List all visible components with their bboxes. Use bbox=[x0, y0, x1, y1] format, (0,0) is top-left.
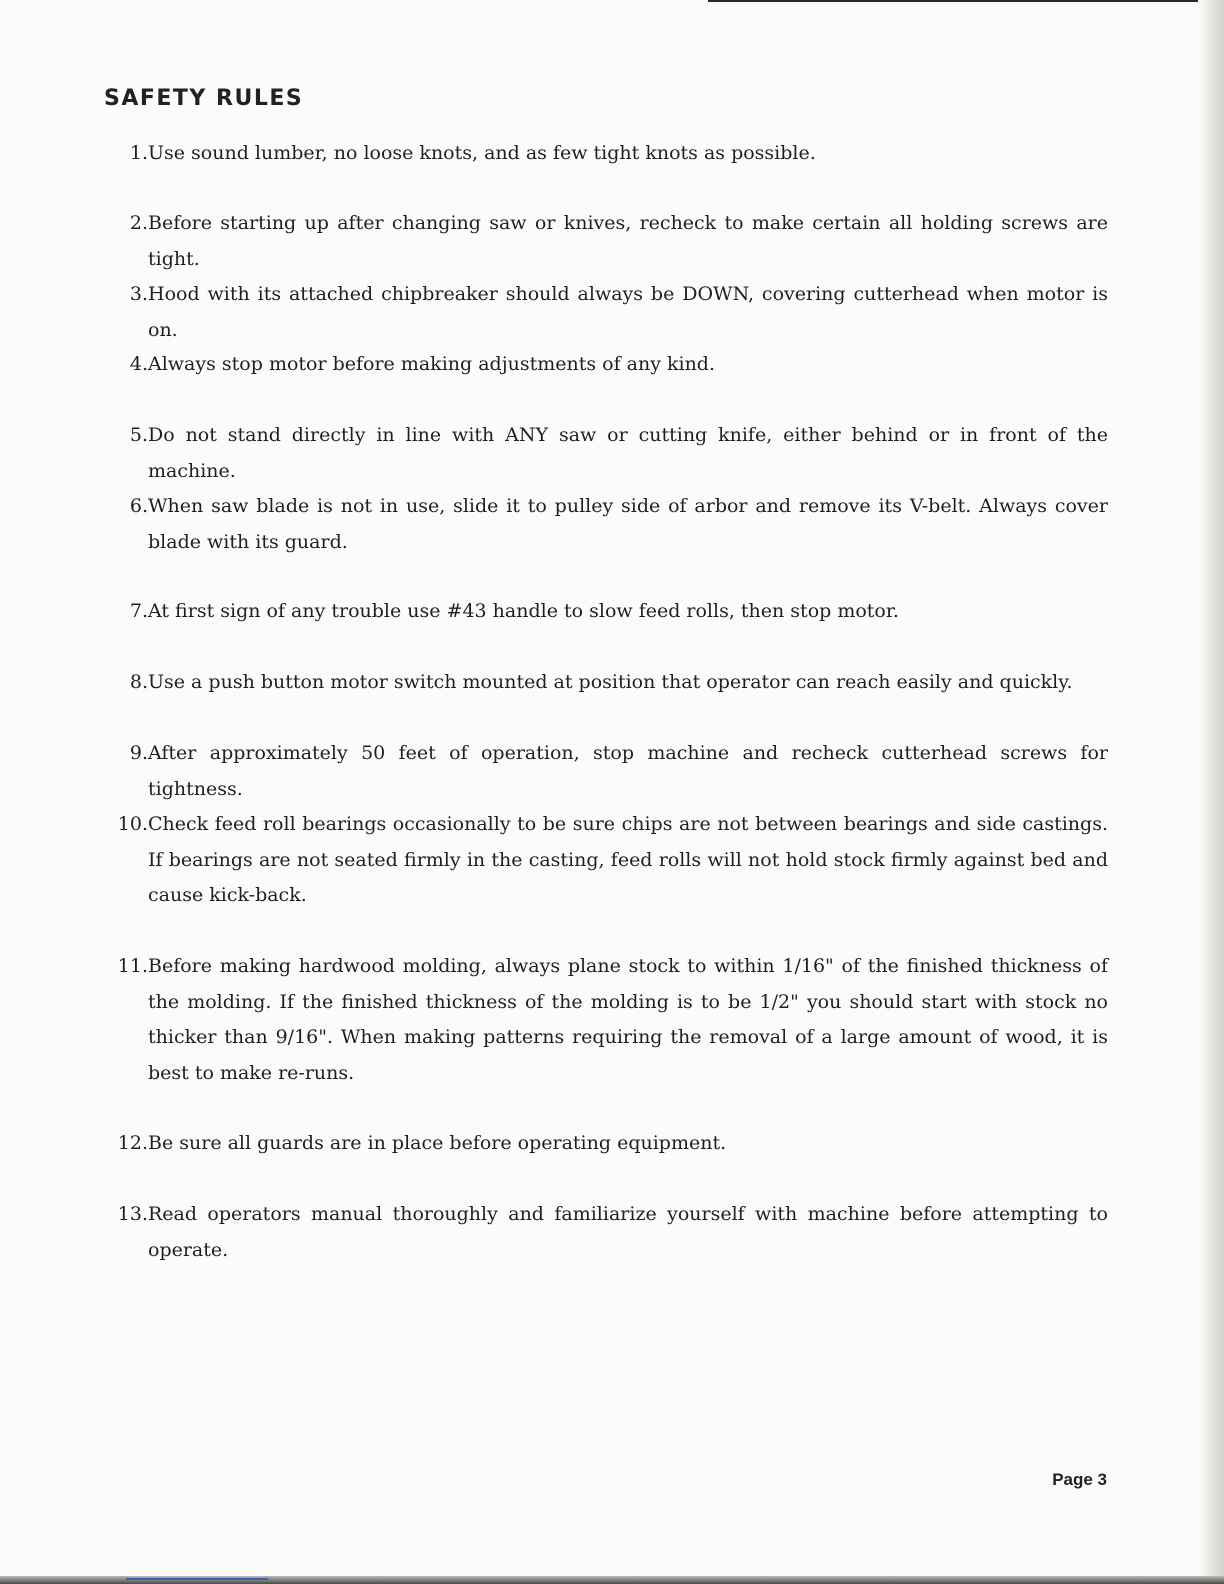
rule-item bbox=[96, 489, 1108, 560]
rule-number: 9. bbox=[129, 742, 148, 764]
rule-text: Use a push button motor switch mounted at position that operator can reach easily and quickly. bbox=[148, 671, 1073, 693]
rule-text: Use sound lumber, no loose knots, and as few tight knots as possible. bbox=[148, 142, 816, 164]
rule-text: At first sign of any trouble use #43 handle to slow feed rolls, then stop motor. bbox=[148, 600, 899, 622]
rule-number: 3. bbox=[129, 283, 148, 305]
page-edge-right bbox=[1198, 0, 1224, 1584]
rule-item bbox=[96, 807, 1108, 914]
rule-number: 8. bbox=[129, 671, 148, 693]
rule-number: 12. bbox=[117, 1132, 148, 1154]
rule-item bbox=[96, 277, 1108, 348]
rule-text: Check feed roll bearings occasionally to be sure chips are not between bearings and side castings. If bearings are not seated firmly in the casting, feed rolls will not hold stock firmly against bed and cause kick-back. bbox=[148, 813, 1108, 906]
rule-text: Before starting up after changing saw or knives, recheck to make certain all holding screws are tight. bbox=[148, 212, 1108, 270]
rule-item bbox=[96, 736, 1108, 807]
rule-text: When saw blade is not in use, slide it to pulley side of arbor and remove its V-belt. Always cover blade with its guard. bbox=[148, 495, 1108, 553]
rule-text: Read operators manual thoroughly and familiarize yourself with machine before attempting to operate. bbox=[148, 1203, 1108, 1261]
rule-item bbox=[96, 665, 1108, 701]
rule-number: 1. bbox=[129, 142, 148, 164]
rule-item bbox=[96, 347, 1108, 383]
rule-number: 13. bbox=[117, 1203, 148, 1225]
rule-item bbox=[96, 594, 1108, 630]
page-title: SAFETY RULES bbox=[104, 86, 304, 111]
rule-item bbox=[96, 1126, 1108, 1162]
page-number: Page 3 bbox=[1052, 1470, 1107, 1489]
rule-number: 11. bbox=[117, 955, 148, 977]
rule-number: 6. bbox=[129, 495, 148, 517]
rule-number: 10. bbox=[117, 813, 148, 835]
rule-text: Before making hardwood molding, always plane stock to within 1/16" of the finished thickness of the molding. If the finished thickness of the molding is to be 1/2" you should start with stock no thicker than 9/16". When making patterns requiring the removal of a large amount of wood, it is best to make re-runs. bbox=[148, 955, 1108, 1084]
rule-item bbox=[96, 418, 1108, 489]
page-edge-bottom-mark bbox=[126, 1578, 268, 1580]
rule-number: 7. bbox=[129, 600, 148, 622]
rule-item bbox=[96, 1197, 1108, 1268]
rule-text: Always stop motor before making adjustments of any kind. bbox=[148, 353, 716, 375]
rule-number: 5. bbox=[129, 424, 148, 446]
rule-item bbox=[96, 136, 1108, 172]
rule-text: Do not stand directly in line with ANY saw or cutting knife, either behind or in front of the machine. bbox=[148, 424, 1108, 482]
rule-text: Hood with its attached chipbreaker should always be DOWN, covering cutterhead when motor is on. bbox=[148, 283, 1108, 341]
rule-item bbox=[96, 206, 1108, 277]
rule-number: 4. bbox=[129, 353, 148, 375]
rule-number: 2. bbox=[129, 212, 148, 234]
rule-item bbox=[96, 949, 1108, 1091]
rule-text: After approximately 50 feet of operation, stop machine and recheck cutterhead screws for tightness. bbox=[148, 742, 1108, 800]
rule-text: Be sure all guards are in place before operating equipment. bbox=[148, 1132, 727, 1154]
page-edge-top bbox=[708, 0, 1198, 2]
